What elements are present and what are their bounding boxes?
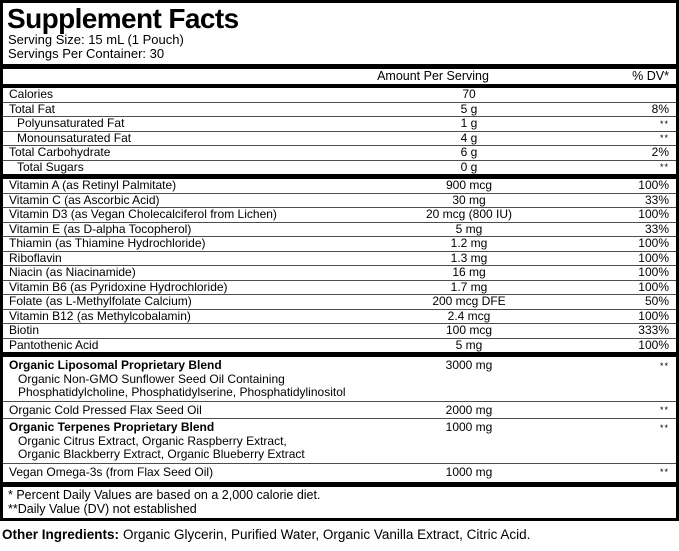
- amount-value: 1 g: [460, 116, 478, 130]
- nutrient-name: Vitamin C (as Ascorbic Acid): [9, 192, 160, 207]
- nutrient-name: Biotin: [9, 323, 40, 337]
- amount-value: 200 mcg DFE: [432, 294, 506, 308]
- nutrient-name-cell: [3, 146, 364, 160]
- blends-section: [3, 357, 676, 480]
- table-row: [3, 357, 676, 401]
- nutrient-name-cell: [3, 295, 364, 309]
- nutrient-name-cell: [3, 117, 364, 131]
- panel-title: Supplement Facts: [7, 3, 239, 34]
- dv-value: 8%: [651, 101, 669, 116]
- amount-value: 20 mcg (800 IU): [425, 207, 513, 221]
- nutrient-name-cell: [3, 194, 364, 208]
- dv-value: 50%: [644, 294, 669, 308]
- dv-value: **: [659, 405, 669, 415]
- column-header-row: [3, 69, 676, 84]
- nutrient-name: Vegan Omega-3s (from Flax Seed Oil): [9, 464, 214, 479]
- table-row: [3, 251, 676, 266]
- footnote-dv-not-established: **Daily Value (DV) not established: [8, 502, 197, 516]
- nutrient-name-cell: [3, 88, 364, 102]
- dv-value: 100%: [638, 178, 669, 192]
- nutrient-name: Vitamin B12 (as Methylcobalamin): [9, 308, 191, 323]
- nutrient-name: Folate (as L-Methylfolate Calcium): [9, 294, 192, 308]
- serving-size: Serving Size: 15 mL (1 Pouch): [8, 32, 184, 47]
- table-row: [3, 145, 676, 160]
- dv-value: 100%: [638, 308, 669, 323]
- nutrient-name-cell: [3, 310, 364, 324]
- sub-ingredients-line: Organic Citrus Extract, Organic Raspberry Extract,: [18, 433, 287, 448]
- table-row: [3, 193, 676, 208]
- table-row: [3, 179, 676, 193]
- nutrient-name-cell: [3, 223, 364, 237]
- dv-value: 33%: [644, 192, 669, 207]
- nutrient-name: Riboflavin: [9, 250, 62, 265]
- table-row: [3, 294, 676, 309]
- table-row: [3, 131, 676, 146]
- dv-value: 33%: [644, 221, 669, 236]
- dv-value: 333%: [638, 323, 669, 337]
- other-ingredients: [2, 527, 679, 542]
- amount-value: 16 mg: [452, 265, 486, 279]
- dv-value: **: [659, 422, 669, 433]
- sub-ingredients-line: Organic Blackberry Extract, Organic Blueberry Extract: [18, 447, 305, 461]
- table-row: [3, 88, 676, 102]
- nutrient-name-cell: [3, 421, 364, 462]
- nutrient-name-cell: [3, 237, 364, 251]
- nutrient-name: Total Sugars: [17, 159, 84, 174]
- nutrient-name: Total Carbohydrate: [9, 145, 111, 159]
- table-row: [3, 102, 676, 117]
- table-row: [3, 222, 676, 237]
- dv-value: **: [659, 467, 669, 477]
- amount-value: 100 mcg: [445, 323, 493, 337]
- other-ingredients-label: Other Ingredients:: [2, 527, 120, 542]
- nutrient-name: Niacin (as Niacinamide): [9, 265, 136, 279]
- nutrient-name-cell: [3, 161, 364, 175]
- table-row: [3, 207, 676, 222]
- nutrient-name: Organic Cold Pressed Flax Seed Oil: [9, 402, 202, 417]
- amount-value: 1000 mg: [445, 464, 493, 479]
- dv-value: 100%: [638, 250, 669, 265]
- nutrient-name: Calories: [9, 87, 54, 101]
- amount-value: 1000 mg: [445, 420, 493, 434]
- amount-value: 5 mg: [455, 221, 483, 236]
- nutrient-name: Organic Terpenes Proprietary Blend: [9, 420, 215, 434]
- dv-value: **: [659, 133, 669, 143]
- nutrient-name-cell: [3, 359, 364, 400]
- dv-value: 2%: [651, 145, 669, 159]
- table-row: [3, 463, 676, 481]
- nutrient-name-cell: [3, 324, 364, 338]
- amount-value: 1.2 mg: [450, 236, 488, 250]
- vitamins-section: [3, 179, 676, 352]
- amount-value: 6 g: [460, 145, 478, 159]
- amount-value: 2000 mg: [445, 402, 493, 417]
- nutrient-name: Polyunsaturated Fat: [17, 116, 125, 130]
- nutrient-name-cell: [3, 339, 364, 353]
- table-row: [3, 280, 676, 295]
- amount-value: 5 g: [460, 101, 478, 116]
- footnotes: [3, 487, 676, 518]
- nutrient-name: Total Fat: [9, 101, 56, 116]
- sub-ingredients-line: Phosphatidylcholine, Phosphatidylserine, Phosphatidylinositol: [18, 385, 346, 399]
- nutrient-name-cell: [3, 266, 364, 280]
- amount-value: 900 mcg: [445, 178, 493, 192]
- nutrient-name-cell: [3, 404, 364, 418]
- amount-value: 1.7 mg: [450, 279, 488, 294]
- dv-value: 100%: [638, 207, 669, 221]
- macros-section: [3, 88, 676, 174]
- nutrient-name: Vitamin B6 (as Pyridoxine Hydrochloride): [9, 279, 228, 294]
- nutrient-name-cell: [3, 208, 364, 222]
- nutrient-name-cell: [3, 466, 364, 480]
- table-row: [3, 160, 676, 175]
- amount-value: 1.3 mg: [450, 250, 488, 265]
- table-row: [3, 323, 676, 338]
- table-row: [3, 265, 676, 280]
- nutrient-name: Pantothenic Acid: [9, 337, 99, 352]
- dv-value: 100%: [638, 265, 669, 279]
- nutrient-name: Vitamin D3 (as Vegan Cholecalciferol from Lichen): [9, 207, 277, 221]
- dv-value: 100%: [638, 279, 669, 294]
- sub-ingredients-line: Organic Non-GMO Sunflower Seed Oil Containing: [18, 371, 285, 386]
- table-row: [3, 236, 676, 251]
- dv-value: 100%: [638, 236, 669, 250]
- nutrient-name-cell: [3, 281, 364, 295]
- footnote-percent-dv: * Percent Daily Values are based on a 2,000 calorie diet.: [8, 488, 321, 502]
- amount-value: 4 g: [460, 130, 478, 145]
- amount-value: 5 mg: [455, 337, 483, 352]
- nutrient-name: Thiamin (as Thiamine Hydrochloride): [9, 236, 206, 250]
- amount-value: 0 g: [460, 159, 478, 174]
- nutrient-name-cell: [3, 252, 364, 266]
- table-row: [3, 401, 676, 419]
- amount-value: 30 mg: [452, 192, 486, 207]
- amount-value: 2.4 mcg: [447, 308, 491, 323]
- amount-value: 70: [462, 87, 476, 101]
- nutrient-name: Monounsaturated Fat: [17, 130, 132, 145]
- table-row: [3, 418, 676, 463]
- nutrient-name: Vitamin A (as Retinyl Palmitate): [9, 178, 177, 192]
- nutrient-name-cell: [3, 179, 364, 193]
- dv-value: **: [659, 118, 669, 129]
- table-row: [3, 309, 676, 324]
- table-row: [3, 338, 676, 353]
- servings-per-container: Servings Per Container: 30: [8, 46, 165, 61]
- amount-value: 3000 mg: [445, 358, 493, 372]
- dv-value: 100%: [638, 337, 669, 352]
- footnote-group: [3, 482, 676, 518]
- dv-column-header: % DV*: [632, 69, 669, 83]
- other-ingredients-text: Organic Glycerin, Purified Water, Organic Vanilla Extract, Citric Acid.: [123, 527, 531, 542]
- table-row: [3, 116, 676, 131]
- nutrient-name: Vitamin E (as D-alpha Tocopherol): [9, 221, 192, 236]
- amount-column-header: Amount Per Serving: [377, 69, 489, 83]
- nutrient-name-cell: [3, 103, 364, 117]
- nutrient-name-cell: [3, 132, 364, 146]
- dv-value: **: [659, 162, 669, 172]
- dv-value: **: [659, 360, 669, 371]
- nutrient-name: Organic Liposomal Proprietary Blend: [9, 358, 222, 372]
